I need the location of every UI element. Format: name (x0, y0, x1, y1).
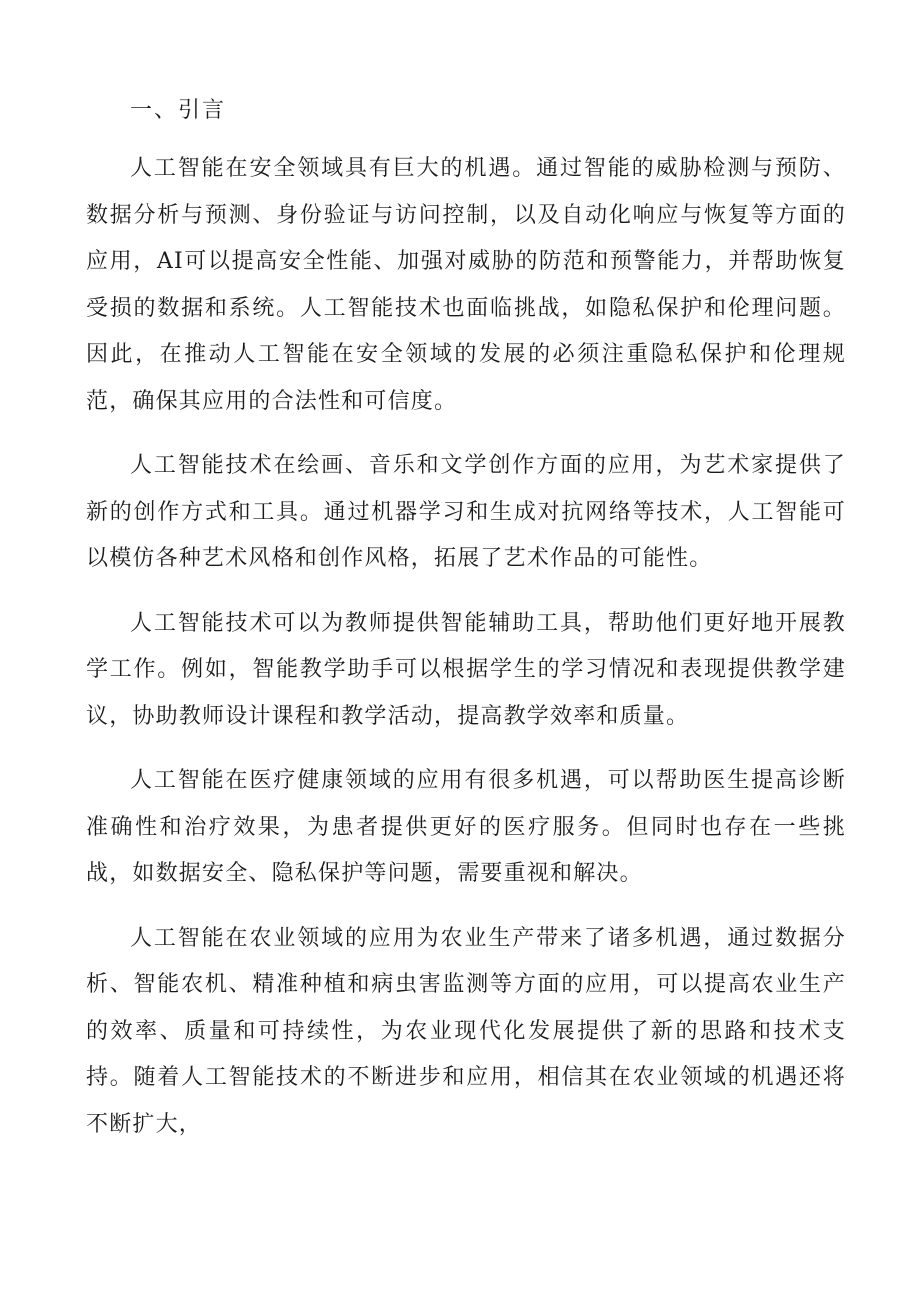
paragraph-security: 人工智能在安全领域具有巨大的机遇。通过智能的威胁检测与预防、数据分析与预测、身份验证与访问控制，以及自动化响应与恢复等方面的应用，AI可以提高安全性能、加强对威胁的防范和预警能力，并帮助恢复受损的数据和系统。人工智能技术也面临挑战，如隐私保护和伦理问题。因此，在推动人工智能在安全领域的发展的必须注重隐私保护和伦理规范，确保其应用的合法性和可信度。 (86, 156, 846, 414)
section-heading: 一、引言 (130, 98, 227, 123)
paragraph-agriculture: 人工智能在农业领域的应用为农业生产带来了诸多机遇，通过数据分析、智能农机、精准种植和病虫害监测等方面的应用，可以提高农业生产的效率、质量和可持续性，为农业现代化发展提供了新的思路和技术支持。随着人工智能技术的不断进步和应用，相信其在农业领域的机遇还将不断扩大， (86, 925, 846, 1137)
document-body (86, 88, 846, 1166)
paragraph-education: 人工智能技术可以为教师提供智能辅助工具，帮助他们更好地开展教学工作。例如，智能教学助手可以根据学生的学习情况和表现提供教学建议，协助教师设计课程和教学活动，提高教学效率和质量。 (86, 610, 846, 729)
paragraph-art: 人工智能技术在绘画、音乐和文学创作方面的应用，为艺术家提供了新的创作方式和工具。通过机器学习和生成对抗网络等技术，人工智能可以模仿各种艺术风格和创作风格，拓展了艺术作品的可能性。 (86, 453, 846, 571)
paragraph-healthcare: 人工智能在医疗健康领域的应用有很多机遇，可以帮助医生提高诊断准确性和治疗效果，为患者提供更好的医疗服务。但同时也存在一些挑战，如数据安全、隐私保护等问题，需要重视和解决。 (86, 768, 846, 886)
